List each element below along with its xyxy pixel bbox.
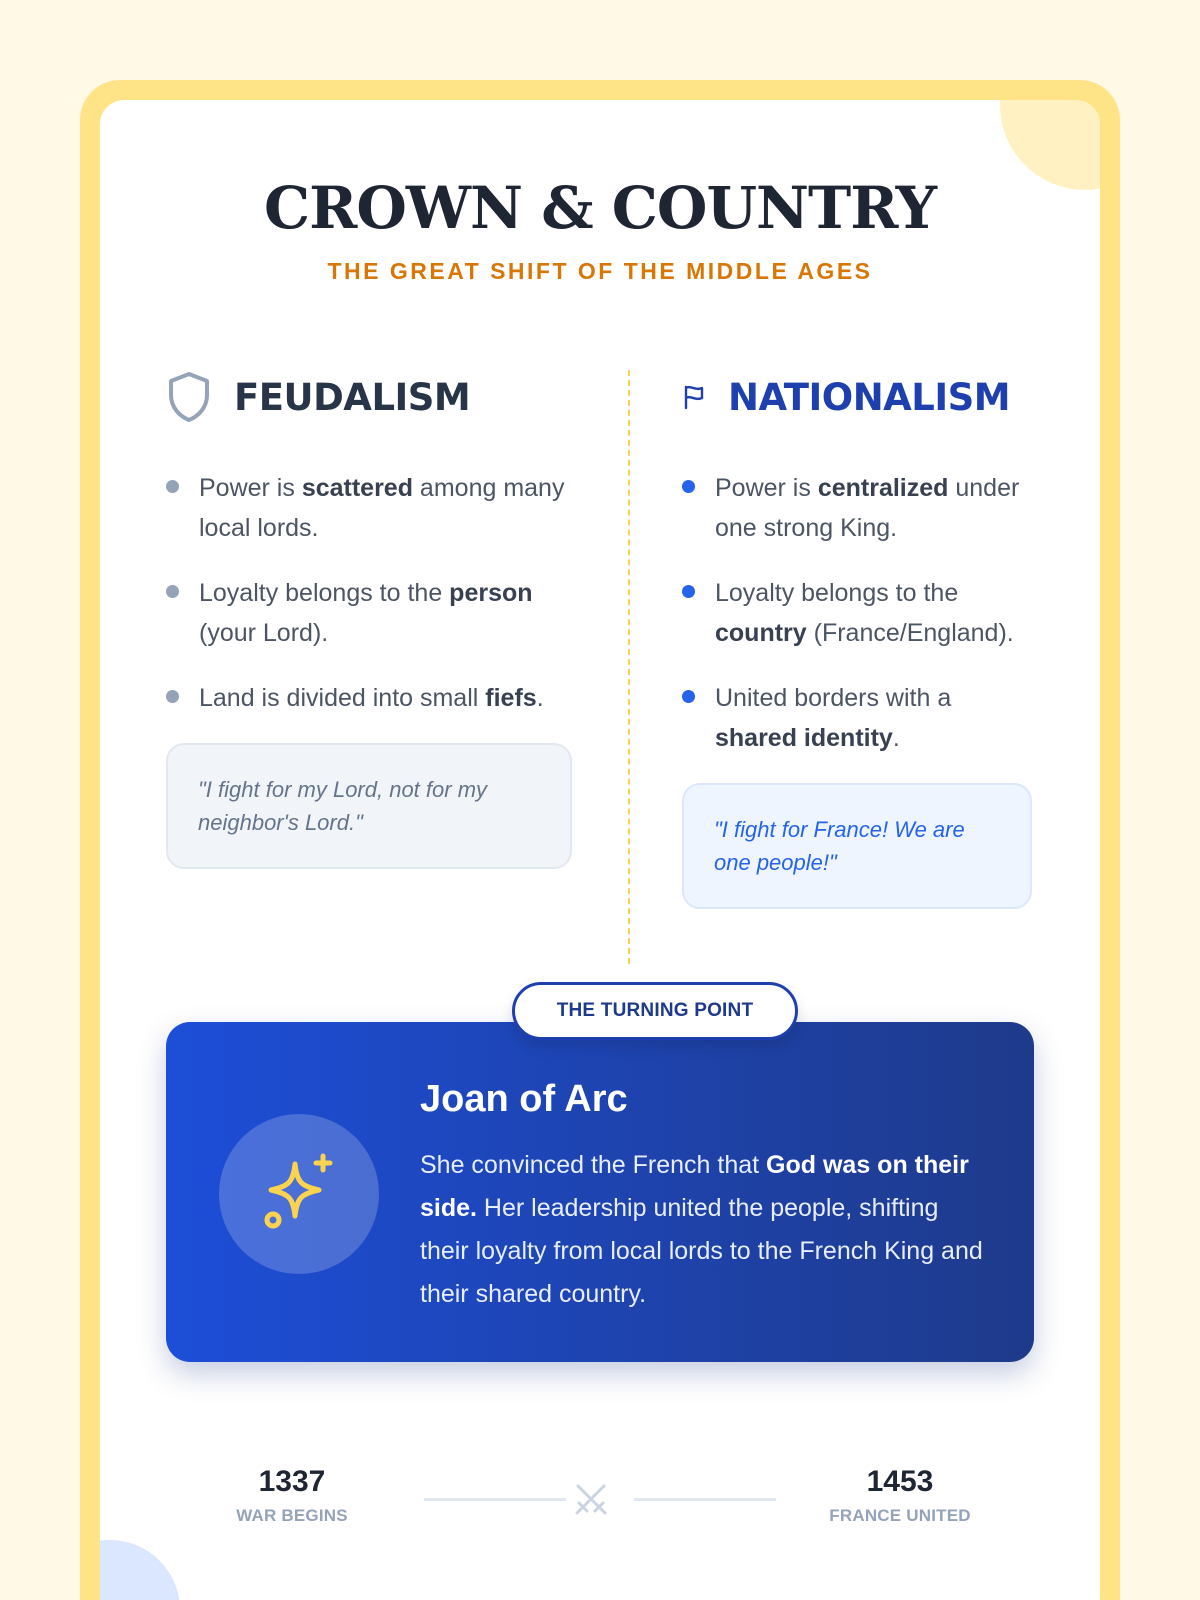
timeline-end-label: FRANCE UNITED <box>829 1506 971 1525</box>
turning-point-panel <box>166 1000 1034 1362</box>
bullet-dot <box>682 585 695 598</box>
timeline-end-year: 1453 <box>866 1465 934 1498</box>
sparkle-icon <box>257 1150 341 1239</box>
list-item: Power is centralized under one strong King. <box>682 468 1032 548</box>
turning-point-badge: THE TURNING POINT <box>512 982 798 1040</box>
list-item: Land is divided into small fiefs. <box>166 678 576 718</box>
feudalism-quote: "I fight for my Lord, not for my neighbor's Lord." <box>166 743 572 869</box>
nationalism-quote: "I fight for France! We are one people!" <box>682 783 1032 909</box>
sparkle-icon-circle <box>219 1114 379 1274</box>
shield-icon <box>166 371 212 423</box>
timeline-end <box>800 1462 1000 1526</box>
page-title: CROWN & COUNTRY <box>263 174 937 242</box>
page-subtitle: THE GREAT SHIFT OF THE MIDDLE AGES <box>327 258 873 284</box>
crossed-swords-icon <box>572 1480 610 1523</box>
feudalism-points <box>166 468 576 718</box>
feudalism-header <box>166 370 576 424</box>
bullet-dot <box>682 480 695 493</box>
turning-point-description: She convinced the French that God was on their side. Her leadership united the people, shifting their loyalty from local lords to the French King and their shared country. <box>420 1151 983 1308</box>
list-item: Loyalty belongs to the person (your Lord). <box>166 573 576 653</box>
timeline-line-left <box>424 1498 566 1501</box>
nationalism-header <box>682 370 1032 424</box>
list-item: United borders with a shared identity. <box>682 678 1032 758</box>
infographic-card <box>100 100 1100 1600</box>
nationalism-points <box>682 468 1032 758</box>
nationalism-heading: NATIONALISM <box>728 375 1011 419</box>
timeline-line-right <box>634 1498 776 1501</box>
column-divider <box>628 370 630 964</box>
turning-point-name: Joan of Arc <box>420 1078 628 1120</box>
feudalism-heading: FEUDALISM <box>234 375 471 419</box>
timeline-start <box>192 1462 392 1526</box>
bullet-dot <box>682 690 695 703</box>
timeline-start-year: 1337 <box>258 1465 326 1498</box>
nationalism-column <box>682 370 1032 909</box>
list-item: Loyalty belongs to the country (France/England). <box>682 573 1032 653</box>
feudalism-column <box>166 370 576 869</box>
bullet-dot <box>166 690 179 703</box>
timeline <box>100 1462 1100 1562</box>
flag-icon <box>682 383 706 411</box>
timeline-start-label: WAR BEGINS <box>236 1506 348 1525</box>
bullet-dot <box>166 585 179 598</box>
list-item: Power is scattered among many local lords. <box>166 468 576 548</box>
card-frame <box>80 80 1120 1600</box>
bullet-dot <box>166 480 179 493</box>
